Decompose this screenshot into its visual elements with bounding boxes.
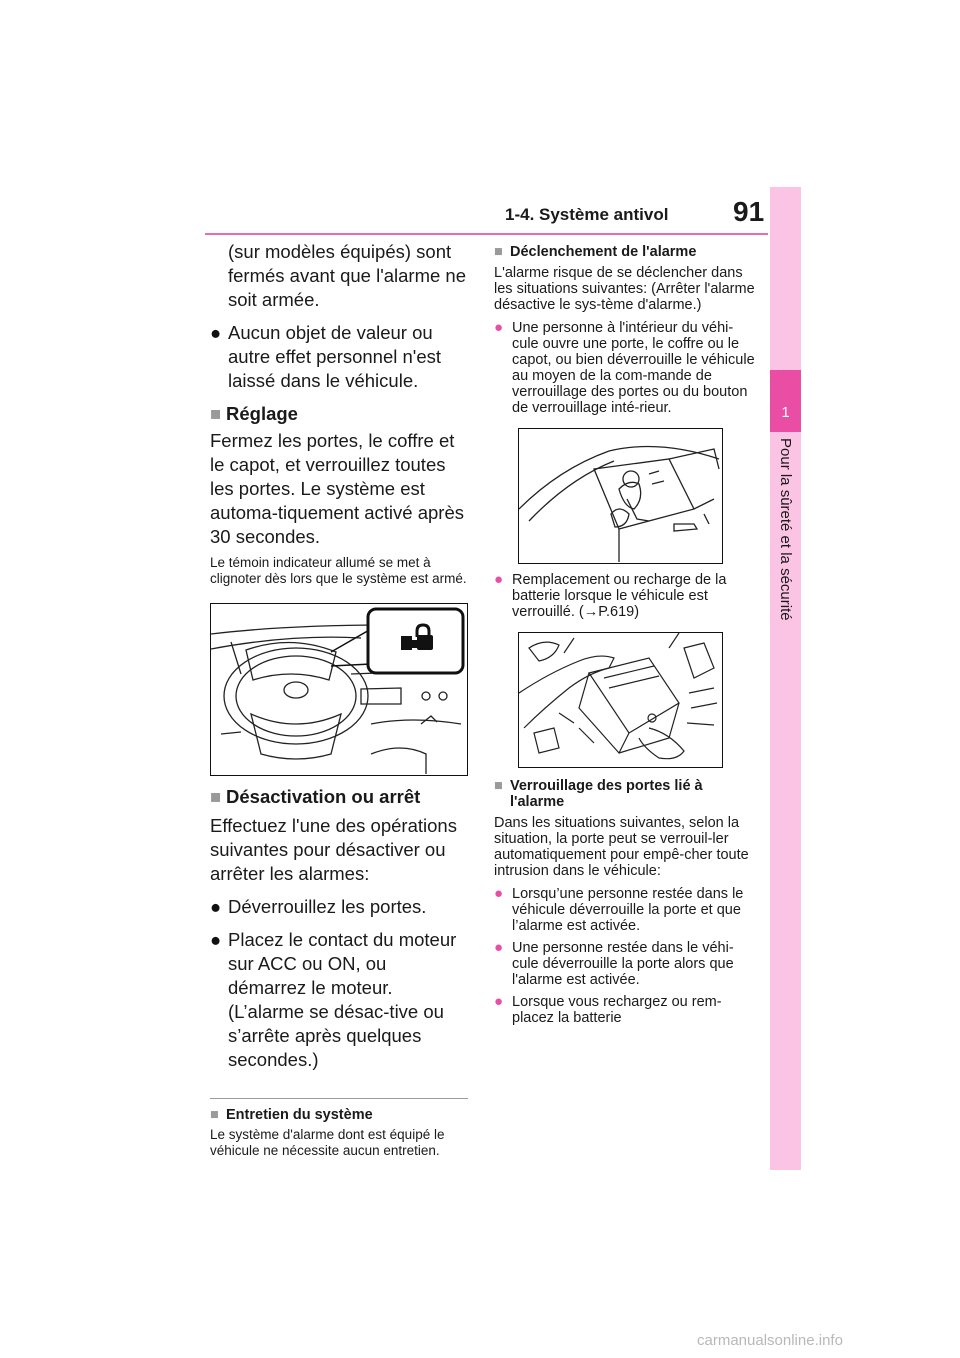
bullet-text: Lorsque vous rechargez ou rem-placez la batterie — [512, 994, 722, 1026]
bullet-dot-icon: ● — [494, 993, 504, 1010]
bullet-item — [494, 572, 758, 620]
square-icon: ■ — [210, 403, 222, 424]
bullet-dot-icon: ● — [494, 319, 504, 336]
steering-wheel-drawing — [211, 604, 466, 774]
car-door-drawing — [519, 429, 721, 562]
bullet-item — [210, 928, 468, 1072]
bullet-text: Déverrouillez les portes. — [228, 896, 427, 917]
bullet-item — [210, 895, 468, 919]
setting-text: Fermez les portes, le coffre et le capot, et verrouillez toutes les portes. Le système est automa-tiquement activé après 30 secondes. — [210, 430, 464, 547]
chapter-marker — [770, 370, 801, 432]
lock-heading: ■ Verrouillage des portes lié à l'alarme — [494, 778, 703, 810]
bullet-item — [494, 940, 758, 988]
trigger-intro: L'alarme risque de se déclencher dans les situations suivantes: (Arrêter l'alarme désactive le sys-tème d'alarme.) — [494, 265, 755, 313]
header-rule — [205, 233, 768, 235]
square-icon: ■ — [210, 786, 222, 807]
bullet-text: Une personne restée dans le véhi-cule déverrouille la porte alors que l'alarme est activée. — [512, 940, 734, 988]
setting-heading: ■ Réglage — [210, 403, 298, 424]
bullet-item — [494, 886, 758, 934]
square-icon: ■ — [210, 1107, 219, 1123]
bullet-text: Remplacement ou recharge de la batterie lorsque le véhicule est verrouillé. (→P.619) — [512, 572, 727, 620]
bullet-item — [494, 320, 758, 416]
battery-illustration — [518, 632, 723, 768]
bullet-text: Placez le contact du moteur sur ACC ou ON, ou démarrez le moteur. (L’alarme se désac-tive ou s’arrête après quelques secondes.) — [228, 929, 457, 1070]
maintenance-heading: ■ Entretien du système — [210, 1107, 373, 1123]
bullet-dot-icon: ● — [494, 885, 504, 902]
bullet-dot-icon: ● — [210, 896, 222, 917]
deactivate-text: Effectuez l'une des opérations suivantes pour désactiver ou arrêter les alarmes: — [210, 815, 457, 884]
door-opening-illustration — [518, 428, 723, 564]
square-icon: ■ — [494, 778, 503, 794]
right-column — [494, 244, 758, 1026]
section-divider — [210, 1098, 468, 1099]
left-column — [210, 240, 468, 1159]
bullet-text: Lorsqu’une personne restée dans le véhicule déverrouille la porte et que l’alarme est activée. — [512, 886, 744, 934]
section-title: 1-4. Système antivol — [505, 205, 669, 224]
engine-battery-drawing — [519, 633, 721, 766]
deactivate-heading: ■ Désactivation ou arrêt — [210, 786, 421, 807]
chapter-label: Pour la sûreté et la sécurité — [777, 438, 794, 621]
lock-intro: Dans les situations suivantes, selon la situation, la porte peut se verrouil-ler automatiquement pour empê-cher toute intrusion dans le véhicule: — [494, 815, 749, 879]
arrow-icon: → — [583, 604, 599, 620]
maintenance-text: Le système d'alarme dont est équipé le véhicule ne nécessite aucun entretien. — [210, 1127, 445, 1158]
chapter-number: 1 — [781, 404, 790, 421]
dashboard-illustration — [210, 603, 468, 776]
page-number: 91 — [733, 196, 765, 227]
trigger-heading: ■ Déclenchement de l'alarme — [494, 244, 697, 260]
bullet-dot-icon: ● — [210, 929, 222, 950]
setting-note: Le témoin indicateur allumé se met à clignoter dès lors que le système est armé. — [210, 555, 467, 586]
bullet-item — [494, 994, 758, 1026]
continued-text: (sur modèles équipés) sont fermés avant que l'alarme ne soit armée. — [228, 241, 466, 310]
bullet-text: Aucun objet de valeur ou autre effet personnel n'est laissé dans le véhicule. — [228, 322, 442, 391]
bullet-item — [210, 321, 468, 393]
square-icon: ■ — [494, 244, 503, 260]
bullet-dot-icon: ● — [494, 571, 504, 588]
bullet-dot-icon: ● — [494, 939, 504, 956]
bullet-dot-icon: ● — [210, 322, 222, 343]
watermark: carmanualsonline.info — [697, 1332, 843, 1349]
bullet-text: Une personne à l'intérieur du véhi-cule ouvre une porte, le coffre ou le capot, ou bien déverrouille le véhicule au moyen de la com-mande de verrouillage des portes ou du bouton de verrouillage inté-rieur. — [512, 320, 755, 416]
